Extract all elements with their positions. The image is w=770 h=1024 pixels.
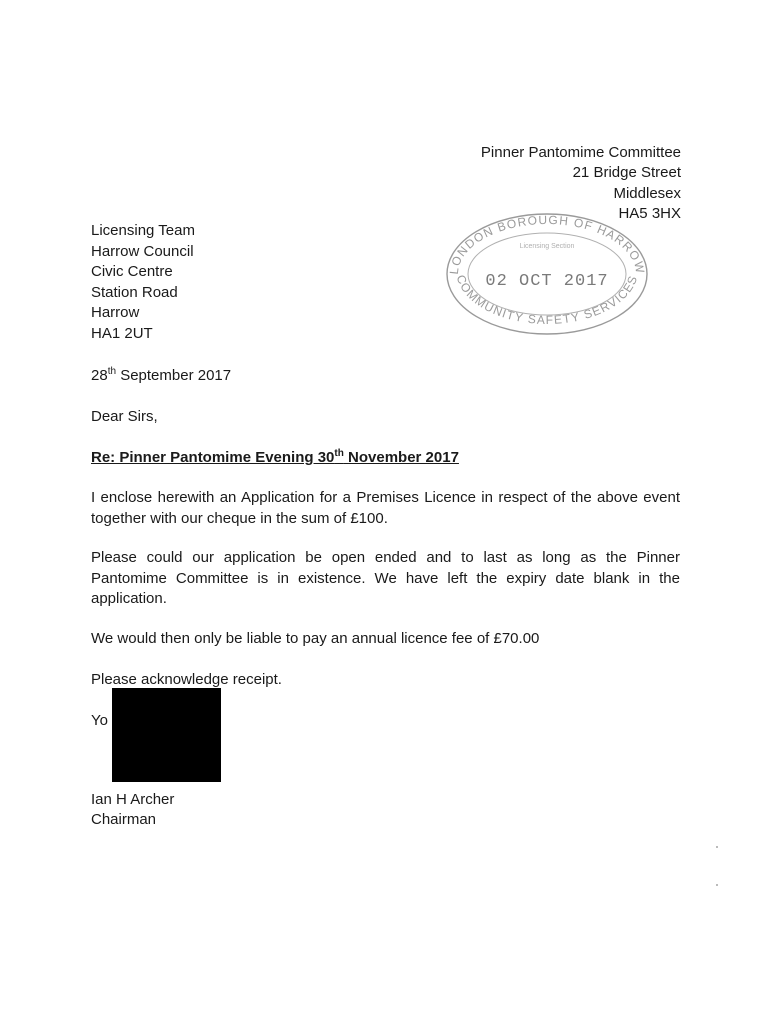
recipient-line: Harrow Council (91, 242, 194, 260)
scan-speck (716, 846, 718, 848)
sender-county: Middlesex (613, 184, 681, 202)
recipient-line: Licensing Team (91, 222, 195, 239)
stamp-top-text: LONDON BOROUGH OF HARROW (446, 212, 648, 276)
body-paragraph: I enclose herewith an Application for a Premises Licence in respect of the above event together with our cheque in the sum of £100. (91, 489, 680, 527)
sender-name: Pinner Pantomime Committee (480, 144, 681, 161)
received-date-stamp (444, 210, 650, 338)
signatory-title: Chairman (91, 811, 157, 828)
stamp-bottom-text: COMMUNITY SAFETY SERVICES (453, 272, 641, 328)
scan-speck (716, 884, 718, 886)
letter-date: 28th September 2017 (91, 366, 232, 384)
sender-postcode: HA5 3HX (618, 204, 681, 222)
salutation: Dear Sirs, (91, 408, 158, 425)
recipient-line: Station Road (91, 283, 178, 301)
recipient-line: Harrow (91, 304, 140, 321)
body-paragraph: We would then only be liable to pay an annual licence fee of £70.00 (91, 630, 540, 647)
redacted-signature (112, 688, 221, 782)
recipient-line: Civic Centre (91, 263, 173, 280)
body-paragraph: Please acknowledge receipt. (91, 671, 282, 688)
subject-line: Re: Pinner Pantomime Evening 30th November 2017 (91, 448, 459, 466)
signatory-name: Ian H Archer (91, 791, 175, 808)
body-paragraph: Please could our application be open ended and to last as long as the Pinner Pantomime Committee is in existence. We have left the expiry date blank in the application. (91, 549, 680, 607)
recipient-line: HA1 2UT (91, 324, 153, 342)
sender-street: 21 Bridge Street (572, 164, 681, 182)
stamp-inner-text: Licensing Section (519, 243, 575, 250)
recipient-address (91, 221, 195, 344)
closing-fragment: Yo (91, 712, 108, 729)
stamp-date: 02 OCT 2017 (485, 272, 609, 291)
